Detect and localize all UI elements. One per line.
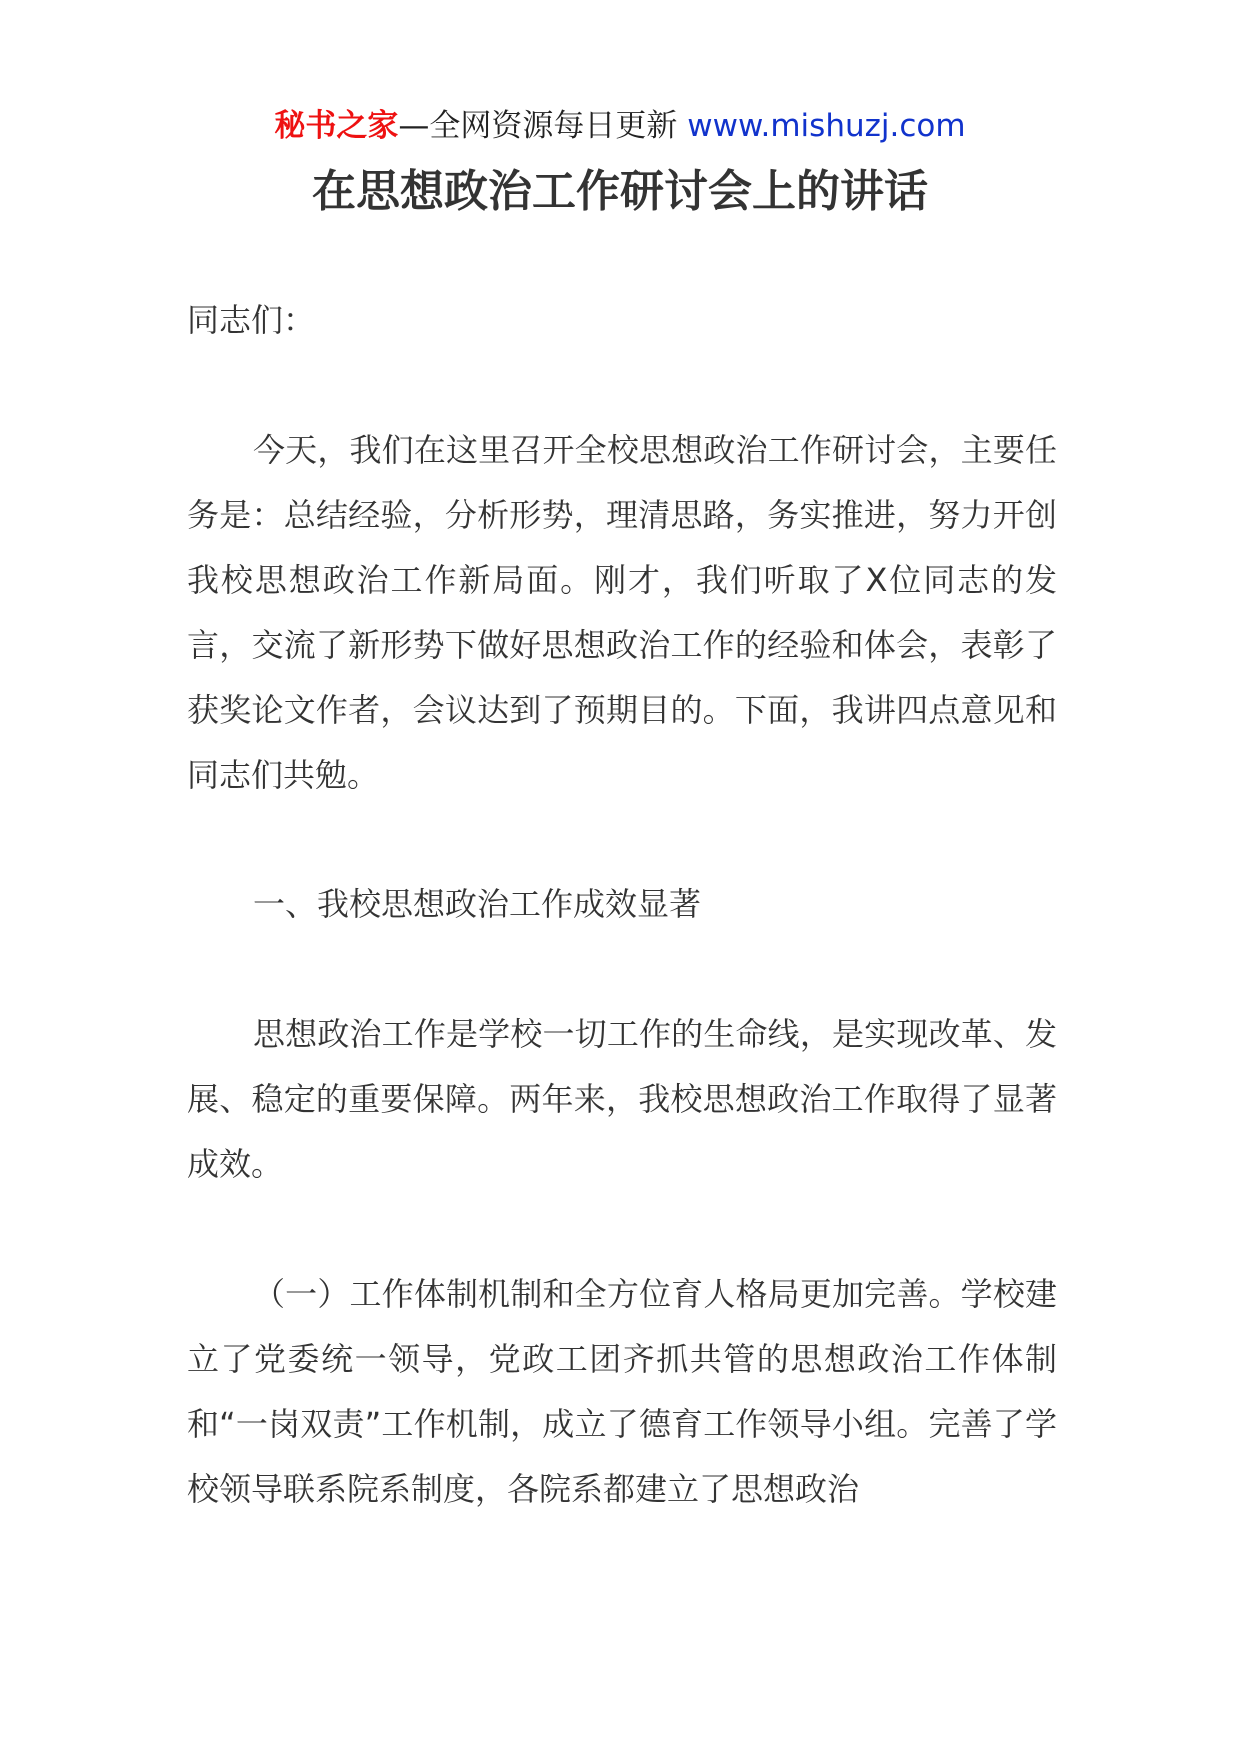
site-url-link[interactable]: www.mishuzj.com — [687, 108, 966, 144]
document-title: 在思想政治工作研讨会上的讲话 — [312, 166, 928, 217]
brand-name: 秘书之家 — [274, 108, 399, 144]
salutation: 同志们： — [187, 301, 316, 339]
paragraph-section-intro: 思想政治工作是学校一切工作的生命线，是实现改革、发展、稳定的重要保障。两年来，我校思想政治工作取得了显著成效。 — [187, 1015, 1057, 1183]
header-tagline: —全网资源每日更新 — [398, 108, 678, 144]
section-heading: 一、我校思想政治工作成效显著 — [253, 885, 702, 923]
paragraph-subsection-one: （一）工作体制机制和全方位育人格局更加完善。学校建立了党委统一领导，党政工团齐抓共管的思想政治工作体制和“一岗双责”工作机制，成立了德育工作领导小组。完善了学校领导联系院系制度，各院系都建立了思想政治 — [187, 1275, 1057, 1508]
site-header — [0, 104, 1240, 148]
paragraph-intro: 今天，我们在这里召开全校思想政治工作研讨会，主要任务是：总结经验，分析形势，理清思路，务实推进，努力开创我校思想政治工作新局面。刚才，我们听取了X位同志的发言，交流了新形势下做好思想政治工作的经验和体会，表彰了获奖论文作者，会议达到了预期目的。下面，我讲四点意见和同志们共勉。 — [187, 431, 1057, 794]
